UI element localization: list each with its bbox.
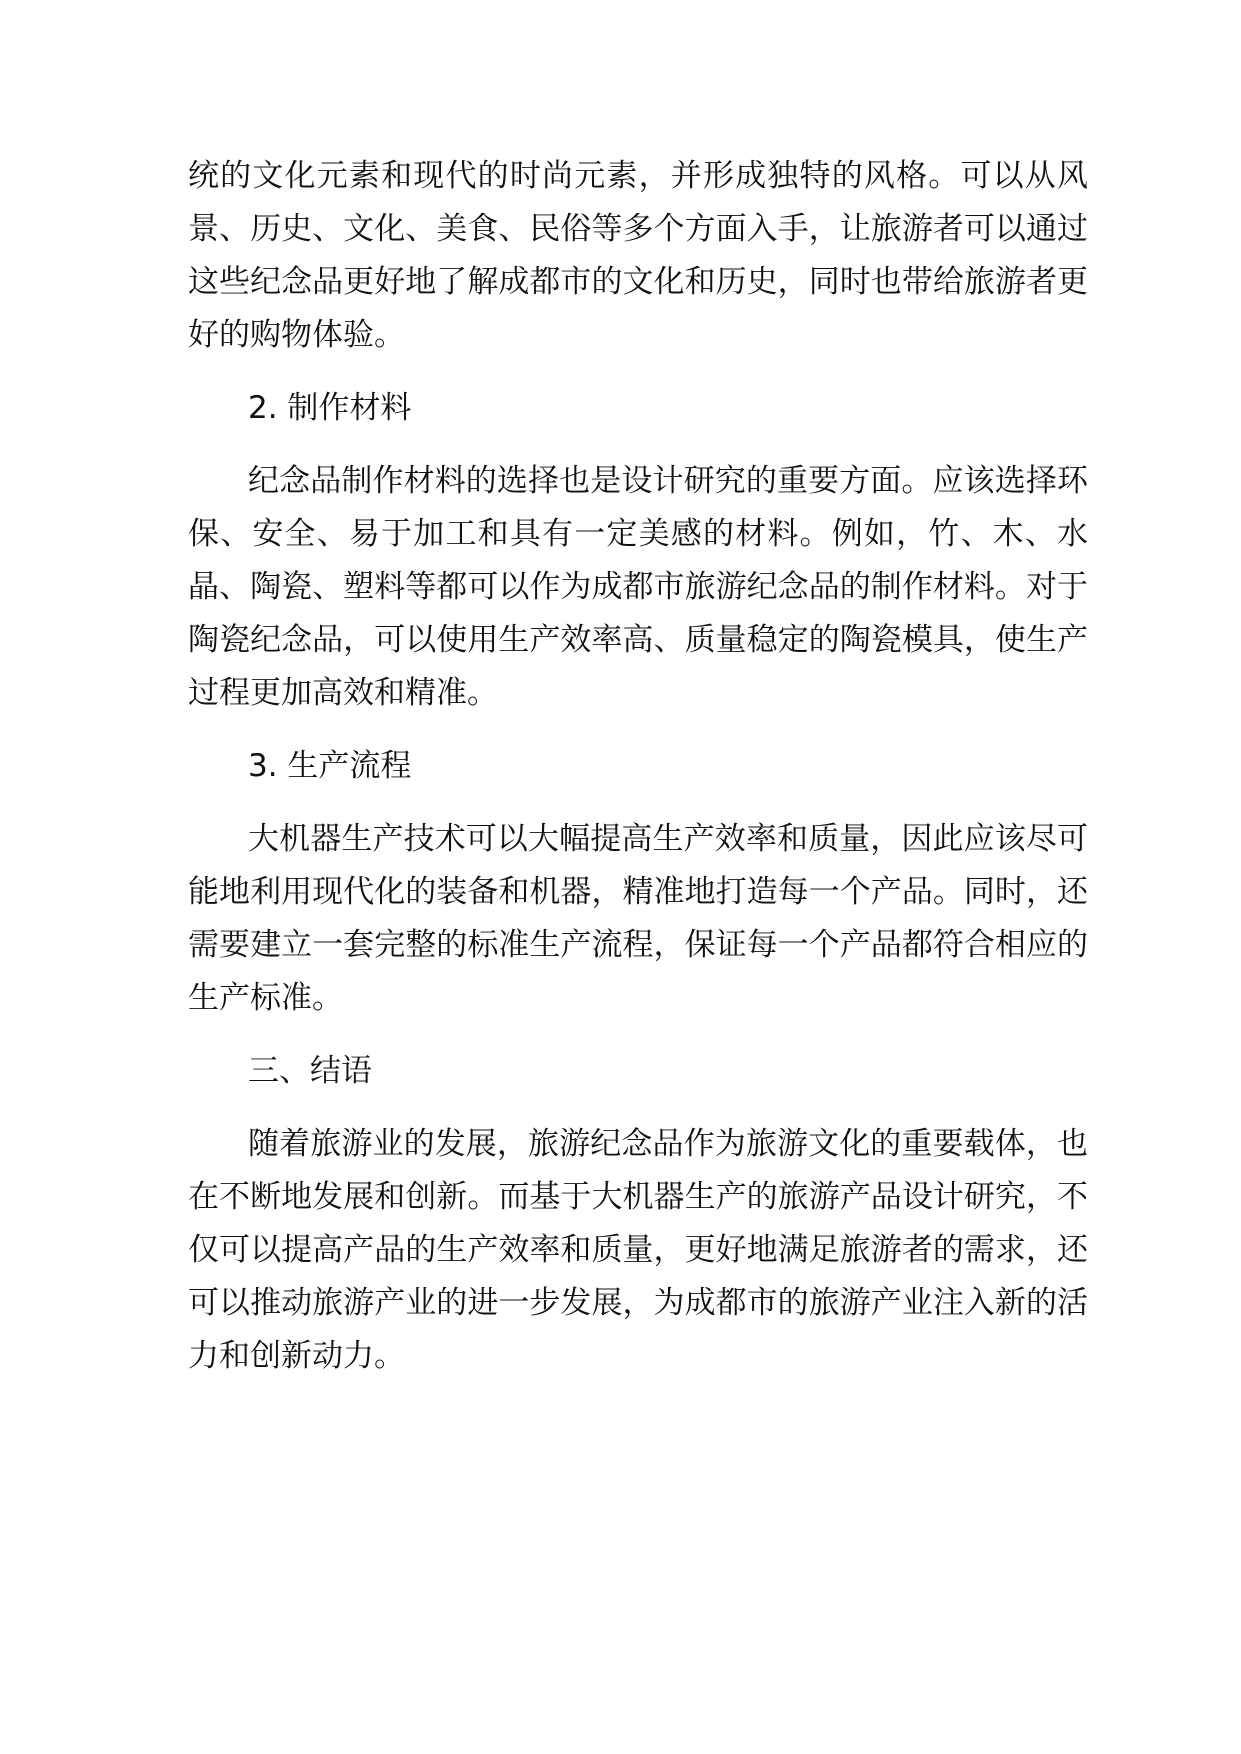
paragraph-production-process: 大机器生产技术可以大幅提高生产效率和质量，因此应该尽可能地利用现代化的装备和机器，精准地打造每一个产品。同时，还需要建立一套完整的标准生产流程，保证每一个产品都符合相应的生产标准。 xyxy=(188,821,1088,1016)
paragraph-design-style: 统的文化元素和现代的时尚元素，并形成独特的风格。可以从风景、历史、文化、美食、民俗等多个方面入手，让旅游者可以通过这些纪念品更好地了解成都市的文化和历史，同时也带给旅游者更好的购物体验。 xyxy=(188,158,1088,353)
section-heading-conclusion: 三、结语 xyxy=(248,1053,372,1089)
section-heading-production-process: 3. 生产流程 xyxy=(248,748,412,784)
paragraph-materials: 纪念品制作材料的选择也是设计研究的重要方面。应该选择环保、安全、易于加工和具有一定美感的材料。例如，竹、木、水晶、陶瓷、塑料等都可以作为成都市旅游纪念品的制作材料。对于陶瓷纪念品，可以使用生产效率高、质量稳定的陶瓷模具，使生产过程更加高效和精准。 xyxy=(188,463,1088,711)
paragraph-conclusion: 随着旅游业的发展，旅游纪念品作为旅游文化的重要载体，也在不断地发展和创新。而基于大机器生产的旅游产品设计研究，不仅可以提高产品的生产效率和质量，更好地满足旅游者的需求，还可以推动旅游产业的进一步发展，为成都市的旅游产业注入新的活力和创新动力。 xyxy=(188,1126,1088,1374)
document-body xyxy=(188,150,1088,1403)
section-heading-materials: 2. 制作材料 xyxy=(248,390,412,426)
